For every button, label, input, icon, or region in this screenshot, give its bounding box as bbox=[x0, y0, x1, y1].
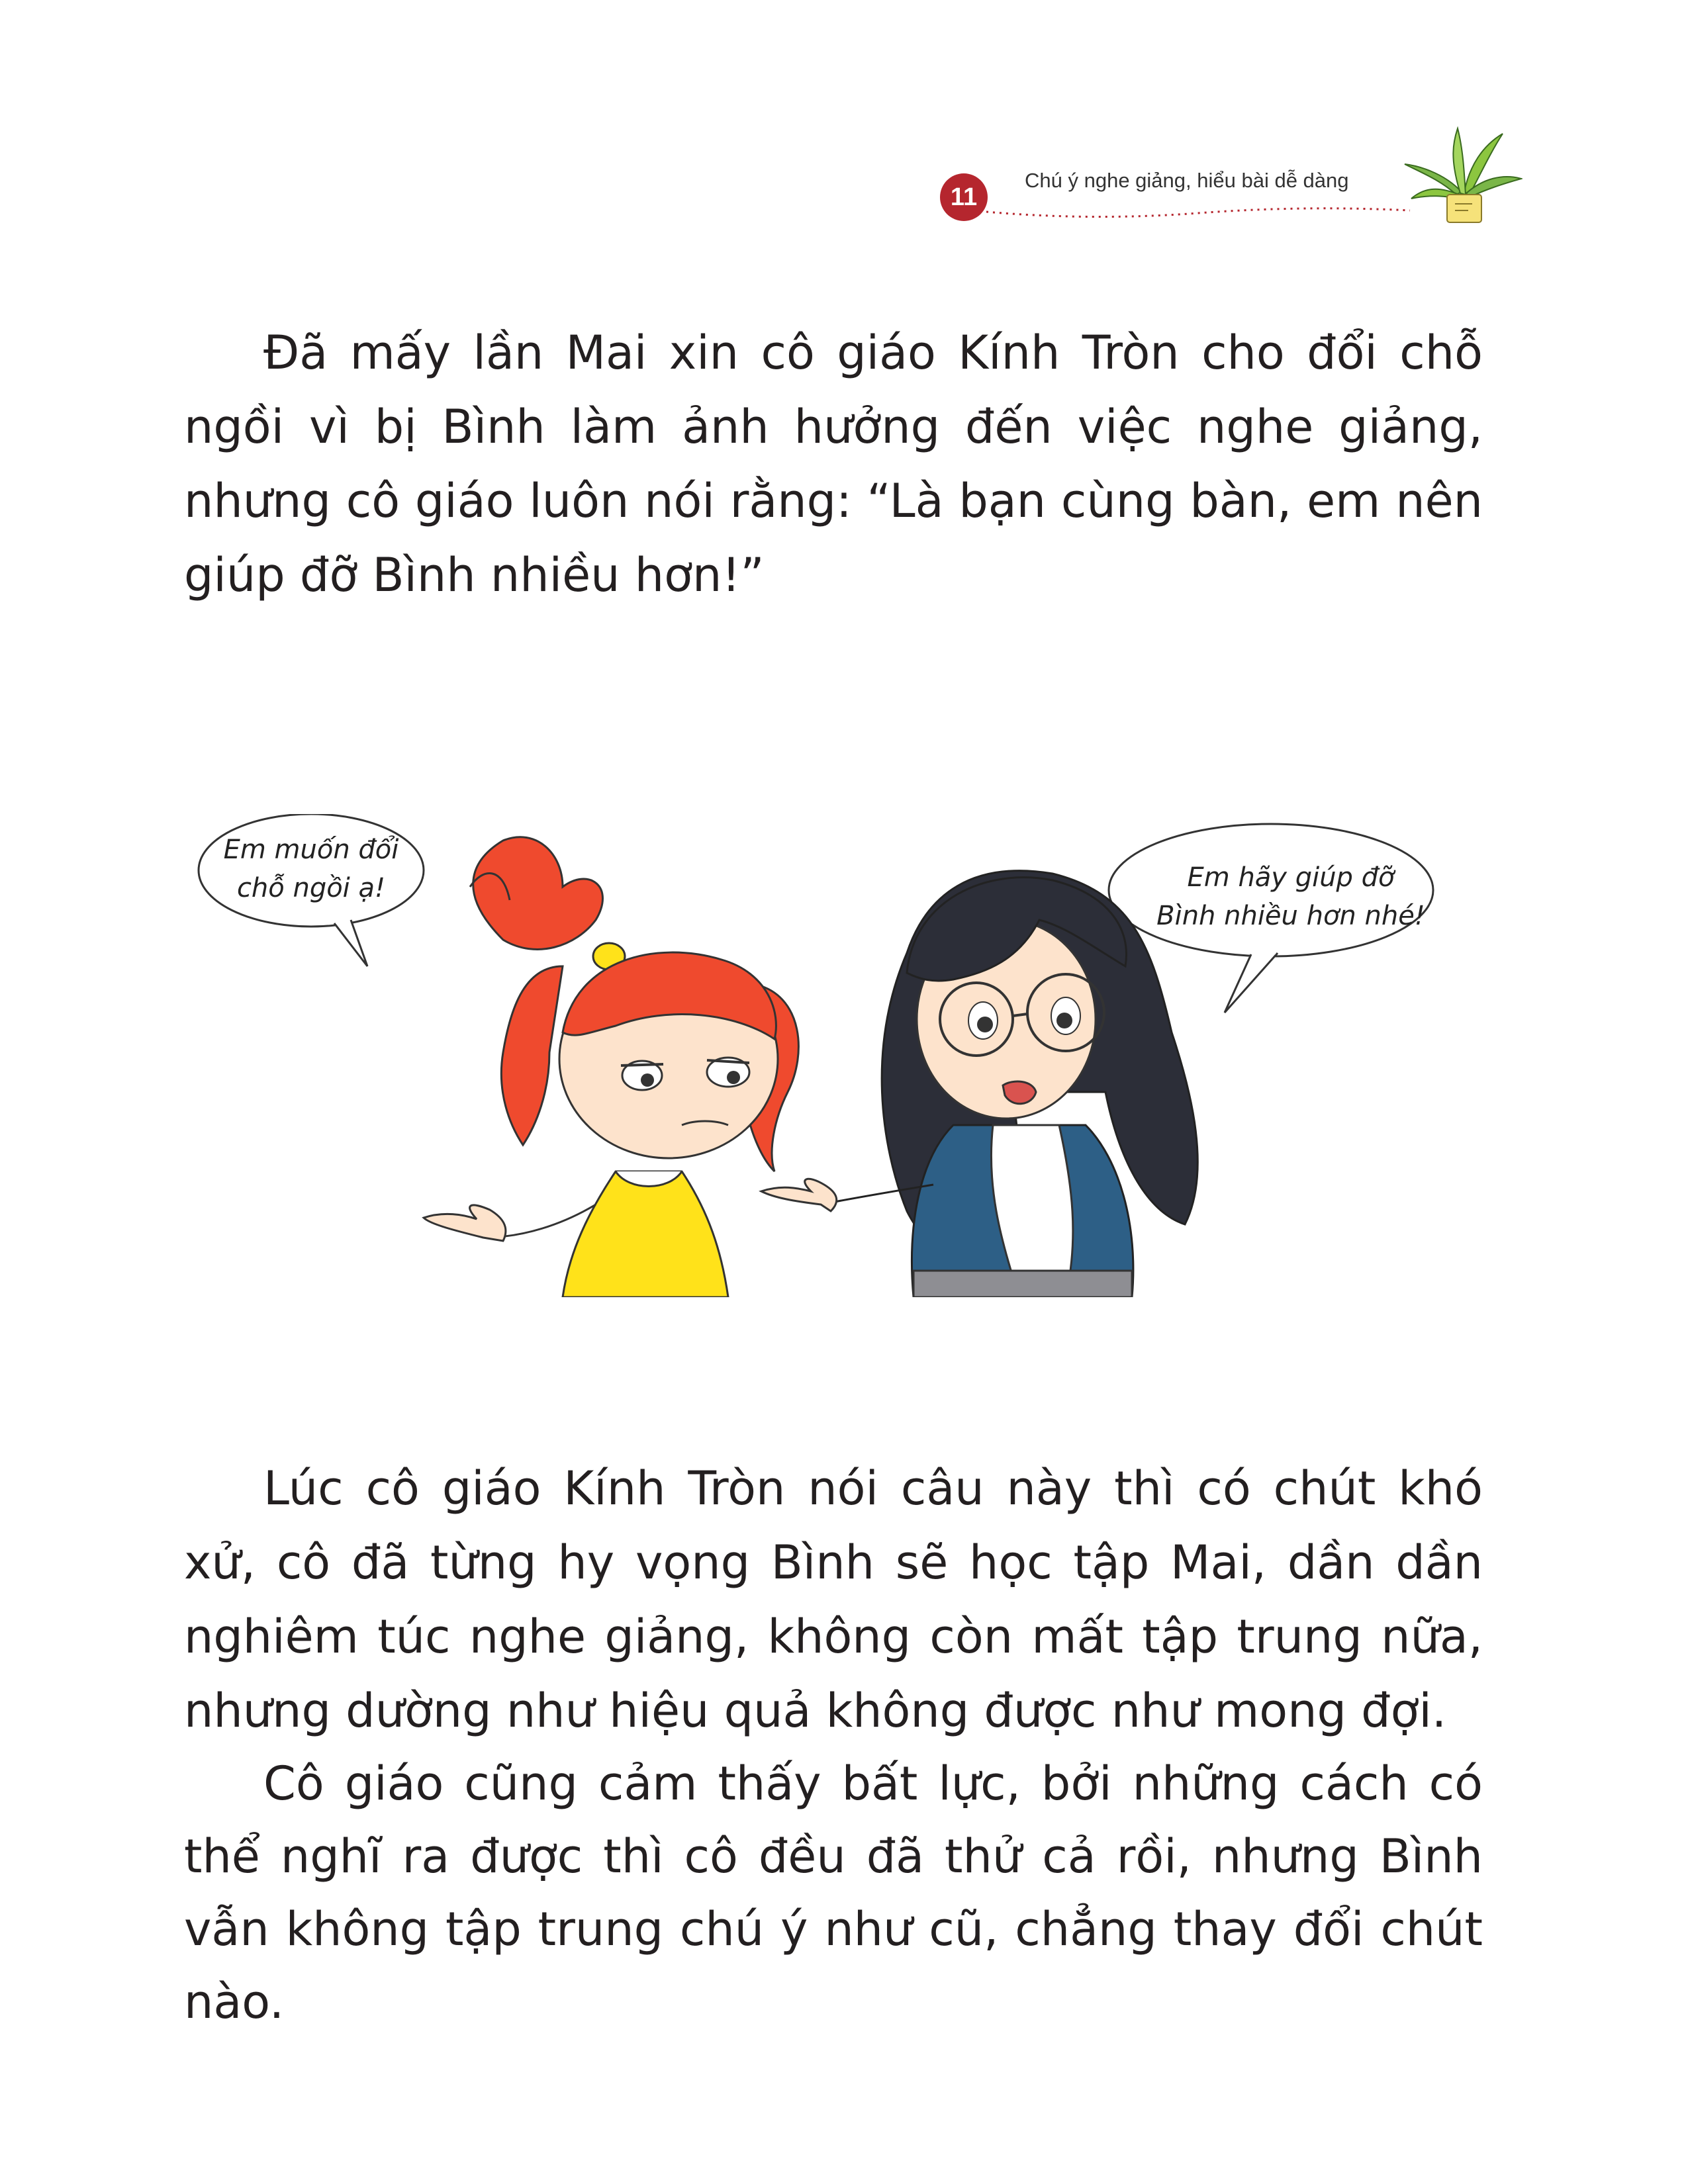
girl-speech-text bbox=[205, 831, 417, 907]
teacher-speech-line-2: Bình nhiều hơn nhé! bbox=[1156, 901, 1425, 931]
chapter-title: Chú ý nghe giảng, hiểu bài dễ dàng bbox=[1025, 169, 1349, 192]
teacher-speech-line-1: Em hãy giúp đỡ bbox=[1187, 862, 1395, 893]
header-dotted-line bbox=[986, 199, 1417, 225]
girl-character bbox=[424, 837, 798, 1297]
girl-speech-line-2: chỗ ngồi ạ! bbox=[236, 873, 386, 903]
page-header bbox=[940, 132, 1523, 232]
potted-plant-icon bbox=[1403, 126, 1523, 225]
girl-speech-line-1: Em muốn đổi bbox=[223, 835, 399, 865]
story-paragraph-2: Lúc cô giáo Kính Tròn nói câu này thì có chút khó xử, cô đã từng hy vọng Bình sẽ học tập Mai, dần dần nghiêm túc nghe giảng, không còn mất tập trung nữa, nhưng dường như hiệu quả không được như mong đợi. bbox=[184, 1461, 1483, 1738]
page-number: 11 bbox=[940, 173, 988, 221]
story-paragraph-3: Cô giáo cũng cảm thấy bất lực, bởi những cách có thể nghĩ ra được thì cô đều đã thử cả rồi, nhưng Bình vẫn không tập trung chú ý như cũ, chẳng thay đổi chút nào. bbox=[184, 1756, 1483, 2029]
story-paragraph-1: Đã mấy lần Mai xin cô giáo Kính Tròn cho đổi chỗ ngồi vì bị Bình làm ảnh hưởng đến việc nghe giảng, nhưng cô giáo luôn nói rằng: “Là bạn cùng bàn, em nên giúp đỡ Bình nhiều hơn!” bbox=[184, 326, 1483, 602]
teacher-speech-text bbox=[1119, 858, 1463, 935]
